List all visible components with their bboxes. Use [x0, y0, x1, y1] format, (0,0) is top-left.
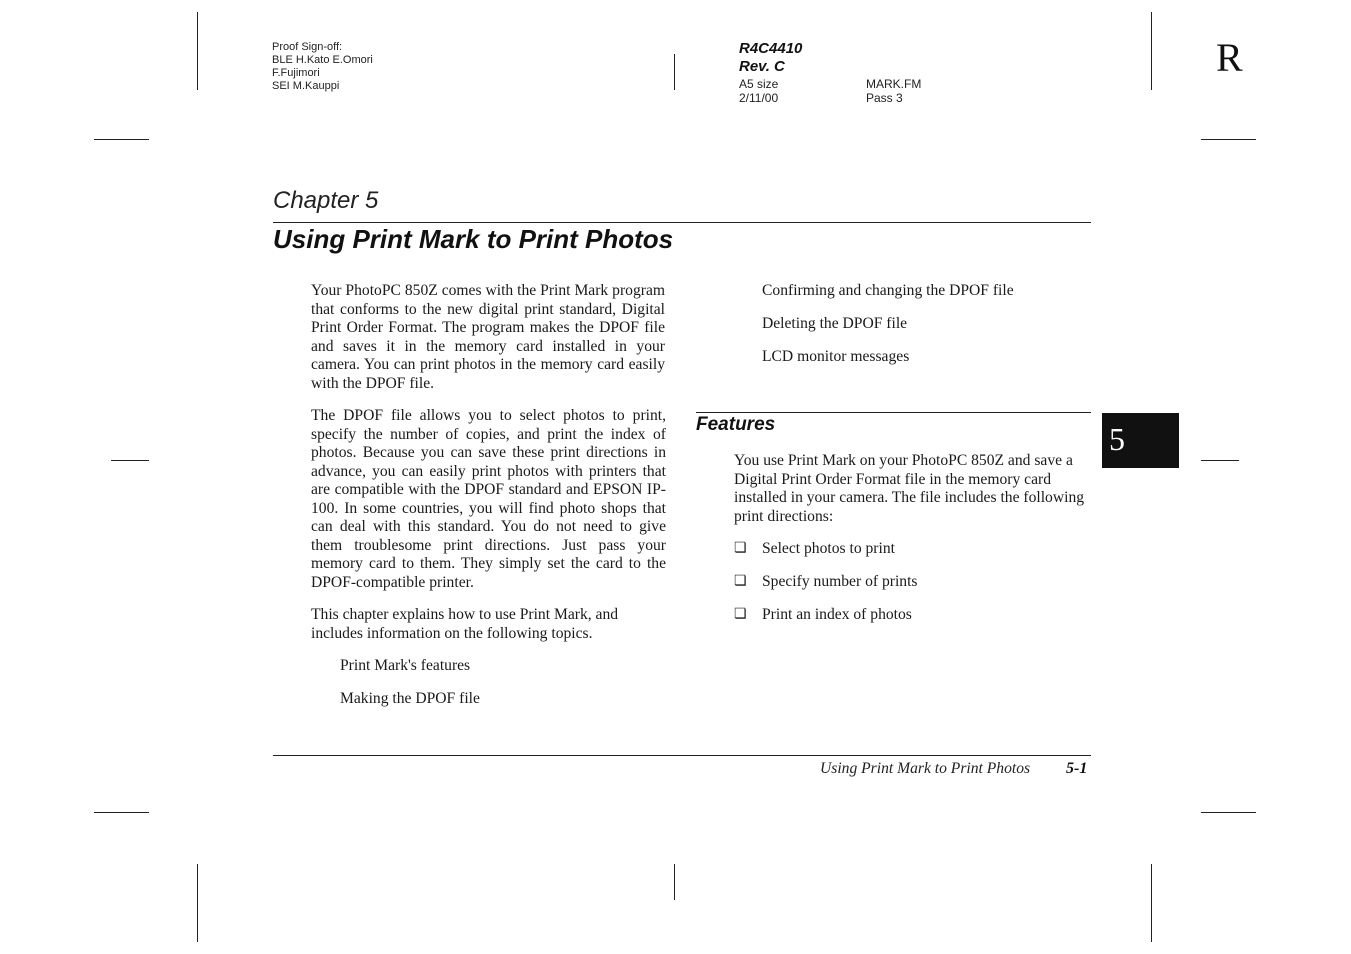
chapter-tab-number: 5: [1109, 421, 1125, 457]
crop-mark: [1201, 139, 1256, 140]
chapter-title: Using Print Mark to Print Photos: [273, 224, 674, 254]
page-size: A5 size: [739, 77, 779, 91]
bullet-icon: ❏: [734, 574, 747, 589]
chapter-label: Chapter 5: [273, 187, 379, 214]
bullet-icon: ❏: [734, 607, 747, 622]
crop-mark: [1151, 12, 1152, 90]
crop-mark: [111, 460, 149, 461]
crop-mark: [1151, 864, 1152, 942]
proof-line: F.Fujimori: [272, 67, 320, 79]
footer-rule: [273, 755, 1091, 756]
features-paragraph: You use Print Mark on your PhotoPC 850Z and save a Digital Print Order Format file in the memory card installed in your camera. The file includes the following print directions:: [734, 452, 1085, 525]
meta-left: [739, 77, 778, 105]
meta-right: [866, 77, 921, 105]
document-code-block: [739, 40, 802, 76]
bullet-icon: ❏: [734, 541, 747, 556]
revision-mark: R: [1216, 35, 1243, 80]
crop-mark: [1201, 460, 1239, 461]
date: 2/11/00: [739, 91, 779, 105]
topics-intro-paragraph: This chapter explains how to use Print Mark, and includes information on the following topics.: [311, 606, 619, 642]
crop-mark: [1201, 812, 1256, 813]
topic-item: Making the DPOF file: [340, 690, 480, 707]
crop-mark: [94, 812, 149, 813]
proof-line: Proof Sign-off:: [272, 41, 343, 53]
topic-item: Confirming and changing the DPOF file: [762, 282, 1014, 299]
crop-mark: [674, 864, 675, 900]
topic-item: Print Mark's features: [340, 657, 471, 674]
topic-item: LCD monitor messages: [762, 348, 910, 365]
pass: Pass 3: [866, 91, 903, 105]
bullet-item: Print an index of photos: [762, 606, 912, 623]
revision: Rev. C: [739, 58, 785, 75]
file-name: MARK.FM: [866, 77, 922, 91]
crop-mark: [94, 139, 149, 140]
proof-line: BLE H.Kato E.Omori: [272, 54, 373, 66]
crop-mark: [674, 54, 675, 90]
proof-signoff: [272, 41, 373, 93]
crop-mark: [197, 12, 198, 90]
bullet-item: Select photos to print: [762, 540, 895, 557]
intro-paragraph: Your PhotoPC 850Z comes with the Print Mark program that conforms to the new digital print standard, Digital Print Order Format. The program makes the DPOF file and saves it in the memory card installed in your camera. You can print photos in the memory card easily with the DPOF file.: [311, 282, 665, 392]
section-title: Features: [696, 414, 776, 435]
proof-line: SEI M.Kauppi: [272, 80, 340, 92]
page-number: 5-1: [1066, 760, 1088, 777]
bullet-item: Specify number of prints: [762, 573, 918, 590]
footer-title: Using Print Mark to Print Photos: [820, 760, 1031, 777]
document-code: R4C4410: [739, 40, 803, 57]
topic-item: Deleting the DPOF file: [762, 315, 908, 332]
dpof-paragraph: The DPOF file allows you to select photos to print, specify the number of copies, and print the index of photos. Because you can save these print directions in advance, you can easily print photos with printers that are compatible with the DPOF standard and EPSON IP-100. In some countries, you will find photo shops that can deal with this standard. You do not need to give them troublesome print directions. Just pass your memory card to them. They simply set the card to the DPOF-compatible printer.: [311, 407, 666, 591]
crop-mark: [197, 864, 198, 942]
